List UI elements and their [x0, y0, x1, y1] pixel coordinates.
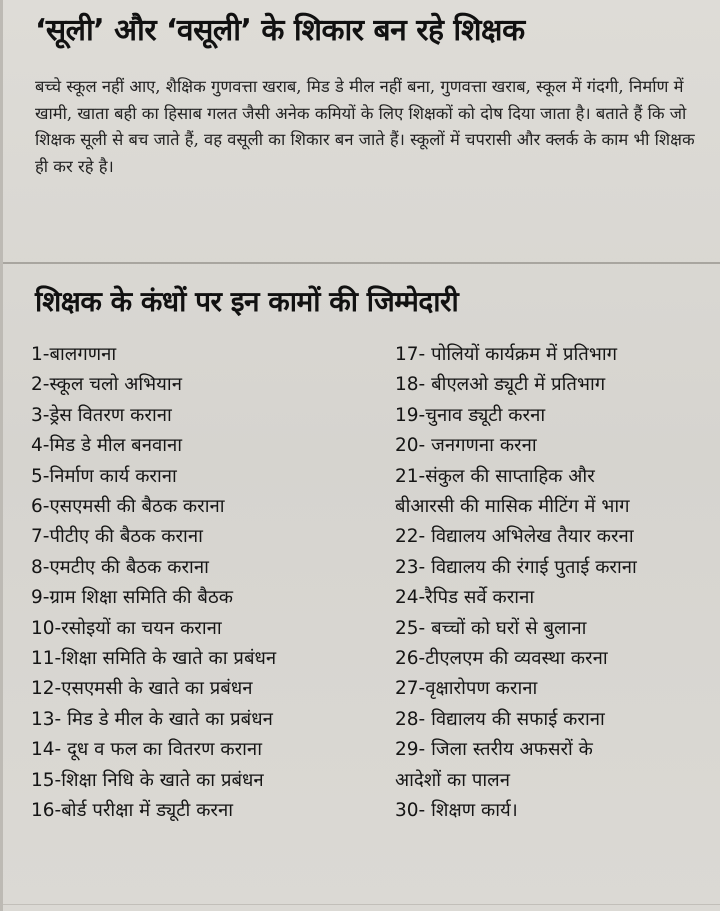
list-item: 4-मिड डे मील बनवाना	[31, 435, 183, 457]
list-item: 5-निर्माण कार्य कराना	[31, 465, 177, 487]
list-item: 19-चुनाव ड्यूटी करना	[395, 404, 546, 426]
list-item: 25- बच्चों को घरों से बुलाना	[395, 617, 587, 639]
list-item: 11-शिक्षा समिति के खाते का प्रबंधन	[31, 648, 277, 670]
duties-list-left	[31, 340, 391, 827]
list-item: 6-एसएमसी की बैठक कराना	[31, 496, 225, 518]
list-item: 3-ड्रेस वितरण कराना	[31, 404, 172, 426]
list-item: 13- मिड डे मील के खाते का प्रबंधन	[31, 708, 273, 730]
headline: ‘सूली’ और ‘वसूली’ के शिकार बन रहे शिक्षक	[35, 13, 525, 48]
list-item: बीआरसी की मासिक मीटिंग में भाग	[395, 496, 630, 518]
list-item: आदेशों का पालन	[395, 769, 510, 791]
list-item: 20- जनगणना करना	[395, 435, 537, 457]
list-item: 10-रसोइयों का चयन कराना	[31, 617, 222, 639]
list-item: 1-बालगणना	[31, 344, 117, 365]
list-item: 9-ग्राम शिक्षा समिति की बैठक	[31, 587, 233, 609]
subheading: शिक्षक के कंधों पर इन कामों की जिम्मेदारी	[35, 285, 459, 318]
list-item: 17- पोलियों कार्यक्रम में प्रतिभाग	[395, 344, 618, 365]
list-item: 15-शिक्षा निधि के खाते का प्रबंधन	[31, 769, 264, 791]
duties-list-right	[395, 340, 715, 827]
list-item: 12-एसएमसी के खाते का प्रबंधन	[31, 678, 253, 700]
list-item: 22- विद्यालय अभिलेख तैयार करना	[395, 526, 634, 548]
list-item: 2-स्कूल चलो अभियान	[31, 374, 182, 396]
section-divider	[3, 262, 720, 264]
list-item: 30- शिक्षण कार्य।	[395, 800, 518, 822]
list-item: 18- बीएलओ ड्यूटी में प्रतिभाग	[395, 374, 606, 396]
list-item: 29- जिला स्तरीय अफसरों के	[395, 739, 593, 761]
bottom-edge	[3, 904, 720, 905]
list-item: 28- विद्यालय की सफाई कराना	[395, 708, 605, 730]
list-item: 26-टीएलएम की व्यवस्था करना	[395, 648, 608, 670]
lede-paragraph: बच्चे स्कूल नहीं आए, शैक्षिक गुणवत्ता खराब, मिड डे मील नहीं बना, गुणवत्ता खराब, स्कूल में गंदगी, निर्माण में खामी, खाता बही का हिसाब गलत जैसी अनेक कमियों के लिए शिक्षकों को दोष दिया जाता है। बताते हैं कि जो शिक्षक सूली से बच जाते हैं, वह वसूली का शिकार बन जाते हैं। स्कूलों में चपरासी और क्लर्क के काम भी शिक्षक ही कर रहे है।	[35, 77, 695, 176]
list-item: 16-बोर्ड परीक्षा में ड्यूटी करना	[31, 800, 234, 822]
list-item: 21-संकुल की साप्ताहिक और	[395, 465, 595, 487]
list-item: 23- विद्यालय की रंगाई पुताई कराना	[395, 556, 637, 578]
list-item: 8-एमटीए की बैठक कराना	[31, 556, 209, 578]
list-item: 7-पीटीए की बैठक कराना	[31, 526, 203, 548]
list-item: 14- दूध व फल का वितरण कराना	[31, 739, 262, 761]
list-item: 27-वृक्षारोपण कराना	[395, 678, 538, 700]
list-item: 24-रैपिड सर्वे कराना	[395, 587, 535, 609]
